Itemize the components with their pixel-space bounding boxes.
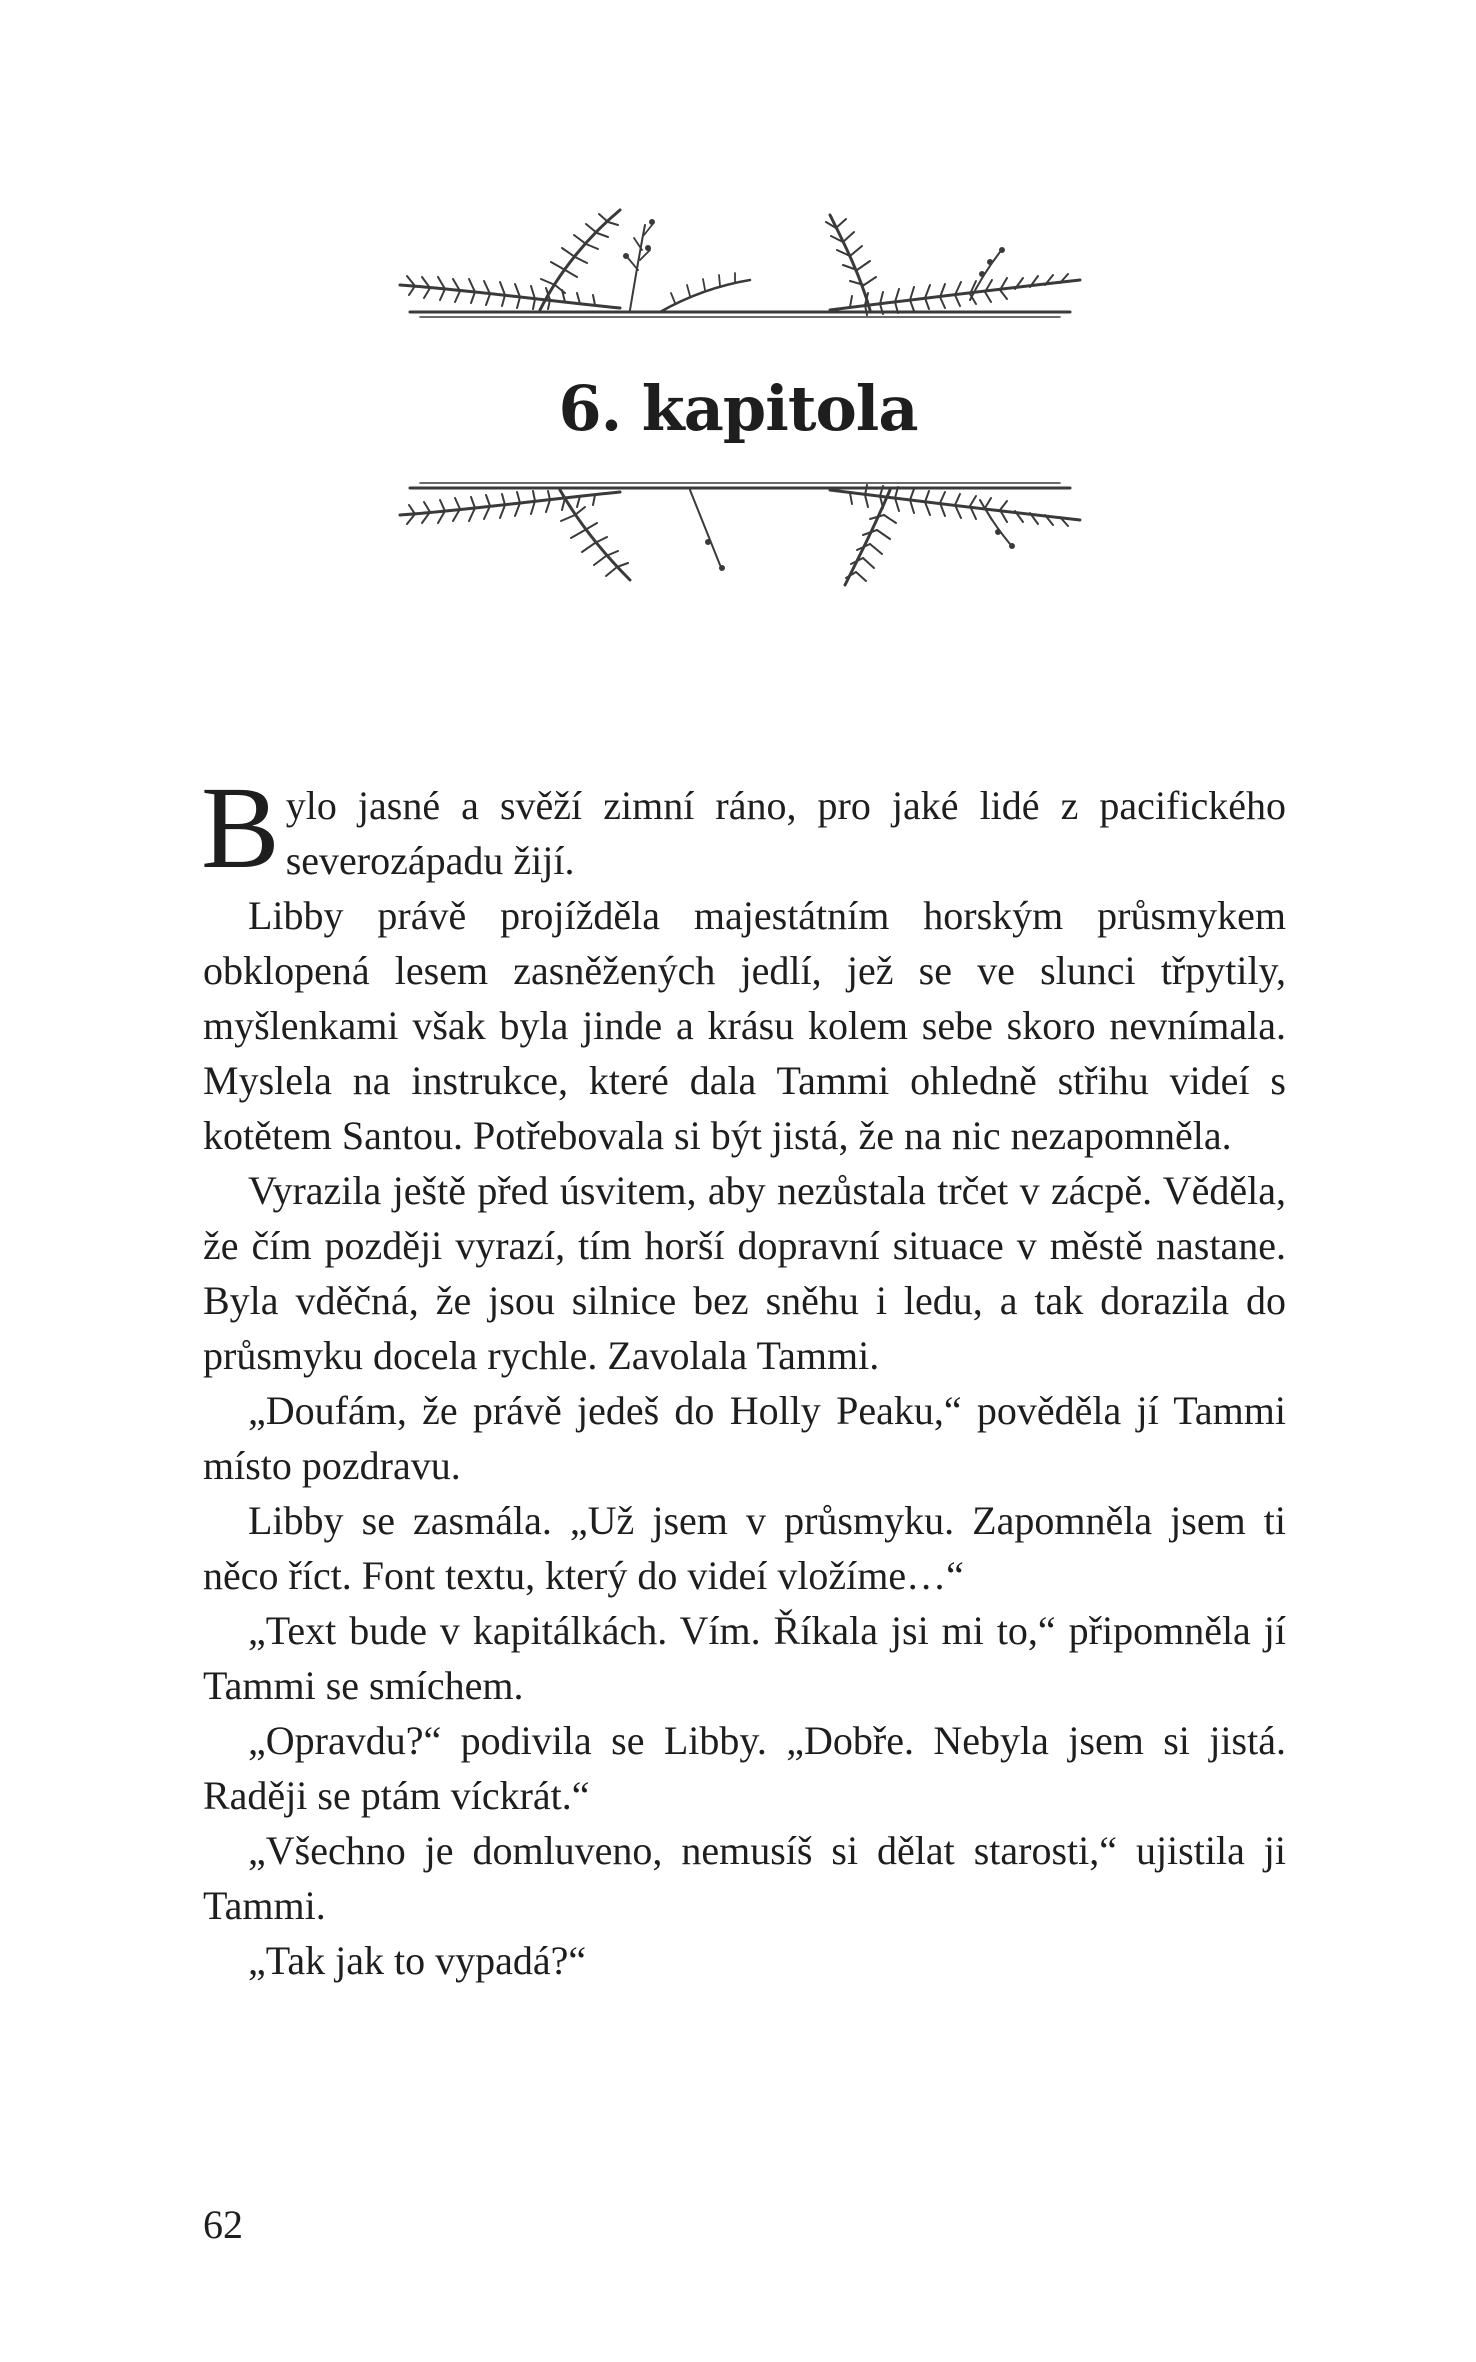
paragraph-8: „Všechno je domluveno, nemusíš si dělat starosti,“ ujistila ji Tammi. xyxy=(203,1828,1286,1928)
chapter-body xyxy=(201,762,1286,1988)
paragraph-9: „Tak jak to vypadá?“ xyxy=(248,1938,587,1983)
paragraph-1-text: ylo jasné a svěží zimní ráno, pro jaké lidé z pacifického severozápadu žijí. xyxy=(285,783,1286,883)
paragraph-3: Vyrazila ještě před úsvitem, aby nezůstala trčet v zácpě. Věděla, že čím později vyrazí, tím horší dopravní situace v městě nastane. Byla vděčná, že jsou silnice bez sněhu i ledu, a tak dorazila do průsmyku docela rychle. Zavolala Tammi. xyxy=(203,1168,1286,1378)
fir-branch-garland-bottom-icon xyxy=(390,470,1090,610)
paragraph-7: „Opravdu?“ podivila se Libby. „Dobře. Nebyla jsem si jistá. Raději se ptám víckrát.“ xyxy=(203,1718,1286,1818)
paragraph-2: Libby právě projížděla majestátním horským průsmykem obklopená lesem zasněžených jedlí, jež se ve slunci třpytily, myšlenkami však byla jinde a krásu kolem sebe skoro nevnímala. Myslela na instrukce, které dala Tammi ohledně střihu videí s kotětem Santou. Potřebovala si být jistá, že na nic nezapomněla. xyxy=(203,893,1286,1158)
fir-branch-garland-top-icon xyxy=(390,190,1090,330)
drop-cap: B xyxy=(201,762,280,893)
paragraph-6: „Text bude v kapitálkách. Vím. Říkala jsi mi to,“ připomněla jí Tammi se smíchem. xyxy=(203,1608,1286,1708)
page-number: 62 xyxy=(203,2202,243,2247)
chapter-title: 6. kapitola xyxy=(558,372,918,445)
paragraph-4: „Doufám, že právě jedeš do Holly Peaku,“ pověděla jí Tammi místo pozdravu. xyxy=(203,1388,1286,1488)
paragraph-1 xyxy=(201,762,1286,893)
paragraph-5: Libby se zasmála. „Už jsem v průsmyku. Zapomněla jsem ti něco říct. Font textu, který do videí vložíme…“ xyxy=(203,1498,1286,1598)
